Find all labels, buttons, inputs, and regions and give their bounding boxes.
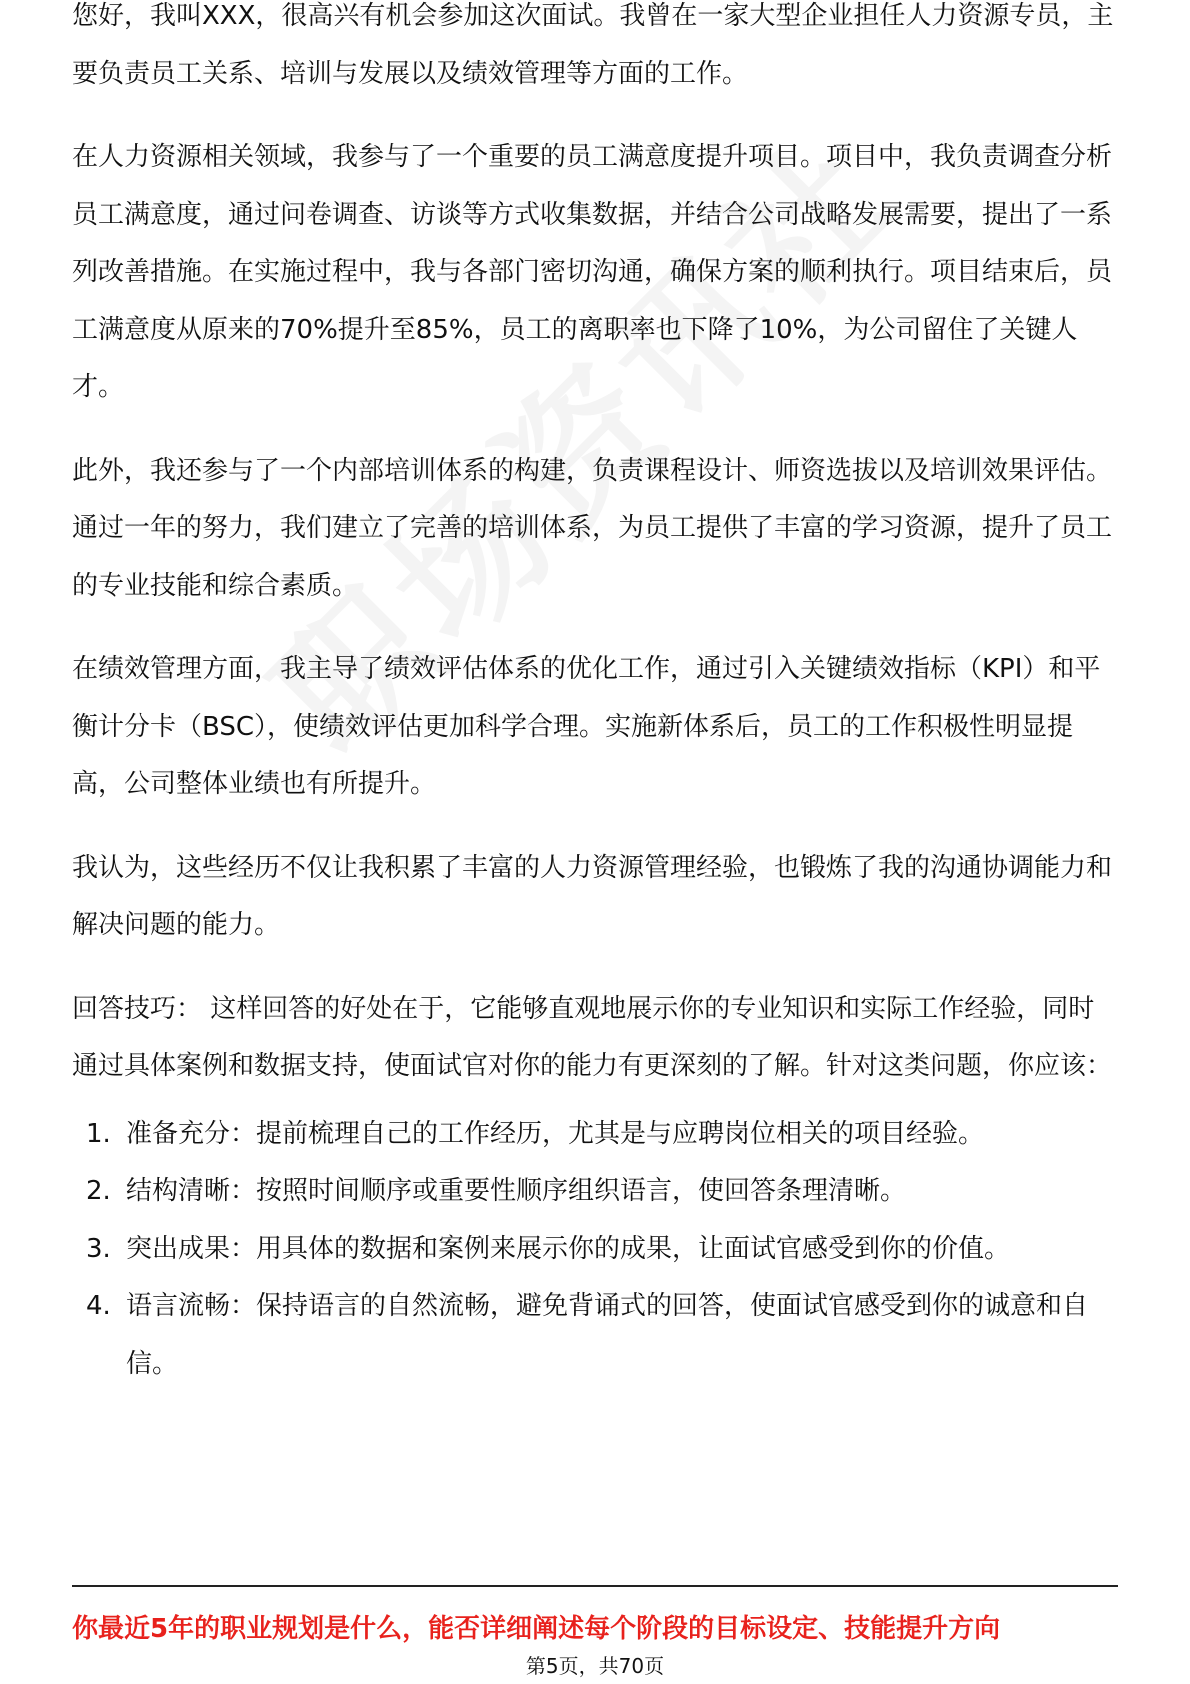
paragraph-satisfaction-project: 在人力资源相关领域，我参与了一个重要的员工满意度提升项目。项目中，我负责调查分析员工满意度，通过问卷调查、访谈等方式收集数据，并结合公司战略发展需要，提出了一系列改善措施。在实施过程中，我与各部门密切沟通，确保方案的顺利执行。项目结束后，员工满意度从原来的70%提升至85%，员工的离职率也下降了10%，为公司留住了关键人才。: [72, 142, 1113, 402]
list-item: [72, 1221, 1118, 1279]
next-question-heading: 你最近5年的职业规划是什么，能否详细阐述每个阶段的目标设定、技能提升方向: [72, 1614, 1001, 1644]
tips-list: [72, 1106, 1118, 1394]
list-item: [72, 1278, 1118, 1393]
paragraph-training-system: 此外，我还参与了一个内部培训体系的构建，负责课程设计、师资选拔以及培训效果评估。通过一年的努力，我们建立了完善的培训体系，为员工提供了丰富的学习资源，提升了员工的专业技能和综合素质。: [72, 455, 1113, 601]
paragraph-intro: 您好，我叫XXX，很高兴有机会参加这次面试。我曾在一家大型企业担任人力资源专员，主要负责员工关系、培训与发展以及绩效管理等方面的工作。: [72, 1, 1114, 89]
paragraph-performance-management: 在绩效管理方面，我主导了绩效评估体系的优化工作，通过引入关键绩效指标（KPI）和平衡计分卡（BSC），使绩效评估更加科学合理。实施新体系后，员工的工作积极性明显提高，公司整体业绩也有所提升。: [72, 654, 1101, 799]
list-item: [72, 1106, 1118, 1164]
list-item: [72, 1163, 1118, 1221]
list-item-number: 4.: [86, 1291, 111, 1321]
list-item-text: 突出成果：用具体的数据和案例来展示你的成果，让面试官感受到你的价值。: [126, 1233, 1011, 1264]
page-number: 第5页，共70页: [525, 1654, 665, 1678]
paragraph-answer-tips: 回答技巧： 这样回答的好处在于，它能够直观地展示你的专业知识和实际工作经验，同时通过具体案例和数据支持，使面试官对你的能力有更深刻的了解。针对这类问题，你应该：: [72, 993, 1113, 1081]
list-item-number: 1.: [86, 1118, 111, 1149]
list-item-text: 准备充分：提前梳理自己的工作经历，尤其是与应聘岗位相关的项目经验。: [126, 1118, 985, 1149]
list-item-text: 语言流畅：保持语言的自然流畅，避免背诵式的回答，使面试官感受到你的诚意和自信。: [126, 1291, 1089, 1379]
list-item-number: 2.: [86, 1176, 111, 1206]
list-item-number: 3.: [86, 1233, 111, 1264]
paragraph-summary: 我认为，这些经历不仅让我积累了丰富的人力资源管理经验，也锻炼了我的沟通协调能力和解决问题的能力。: [72, 852, 1113, 940]
section-divider: [72, 1585, 1118, 1587]
list-item-text: 结构清晰：按照时间顺序或重要性顺序组织语言，使回答条理清晰。: [126, 1176, 907, 1206]
page-content: [72, 1, 1118, 1393]
